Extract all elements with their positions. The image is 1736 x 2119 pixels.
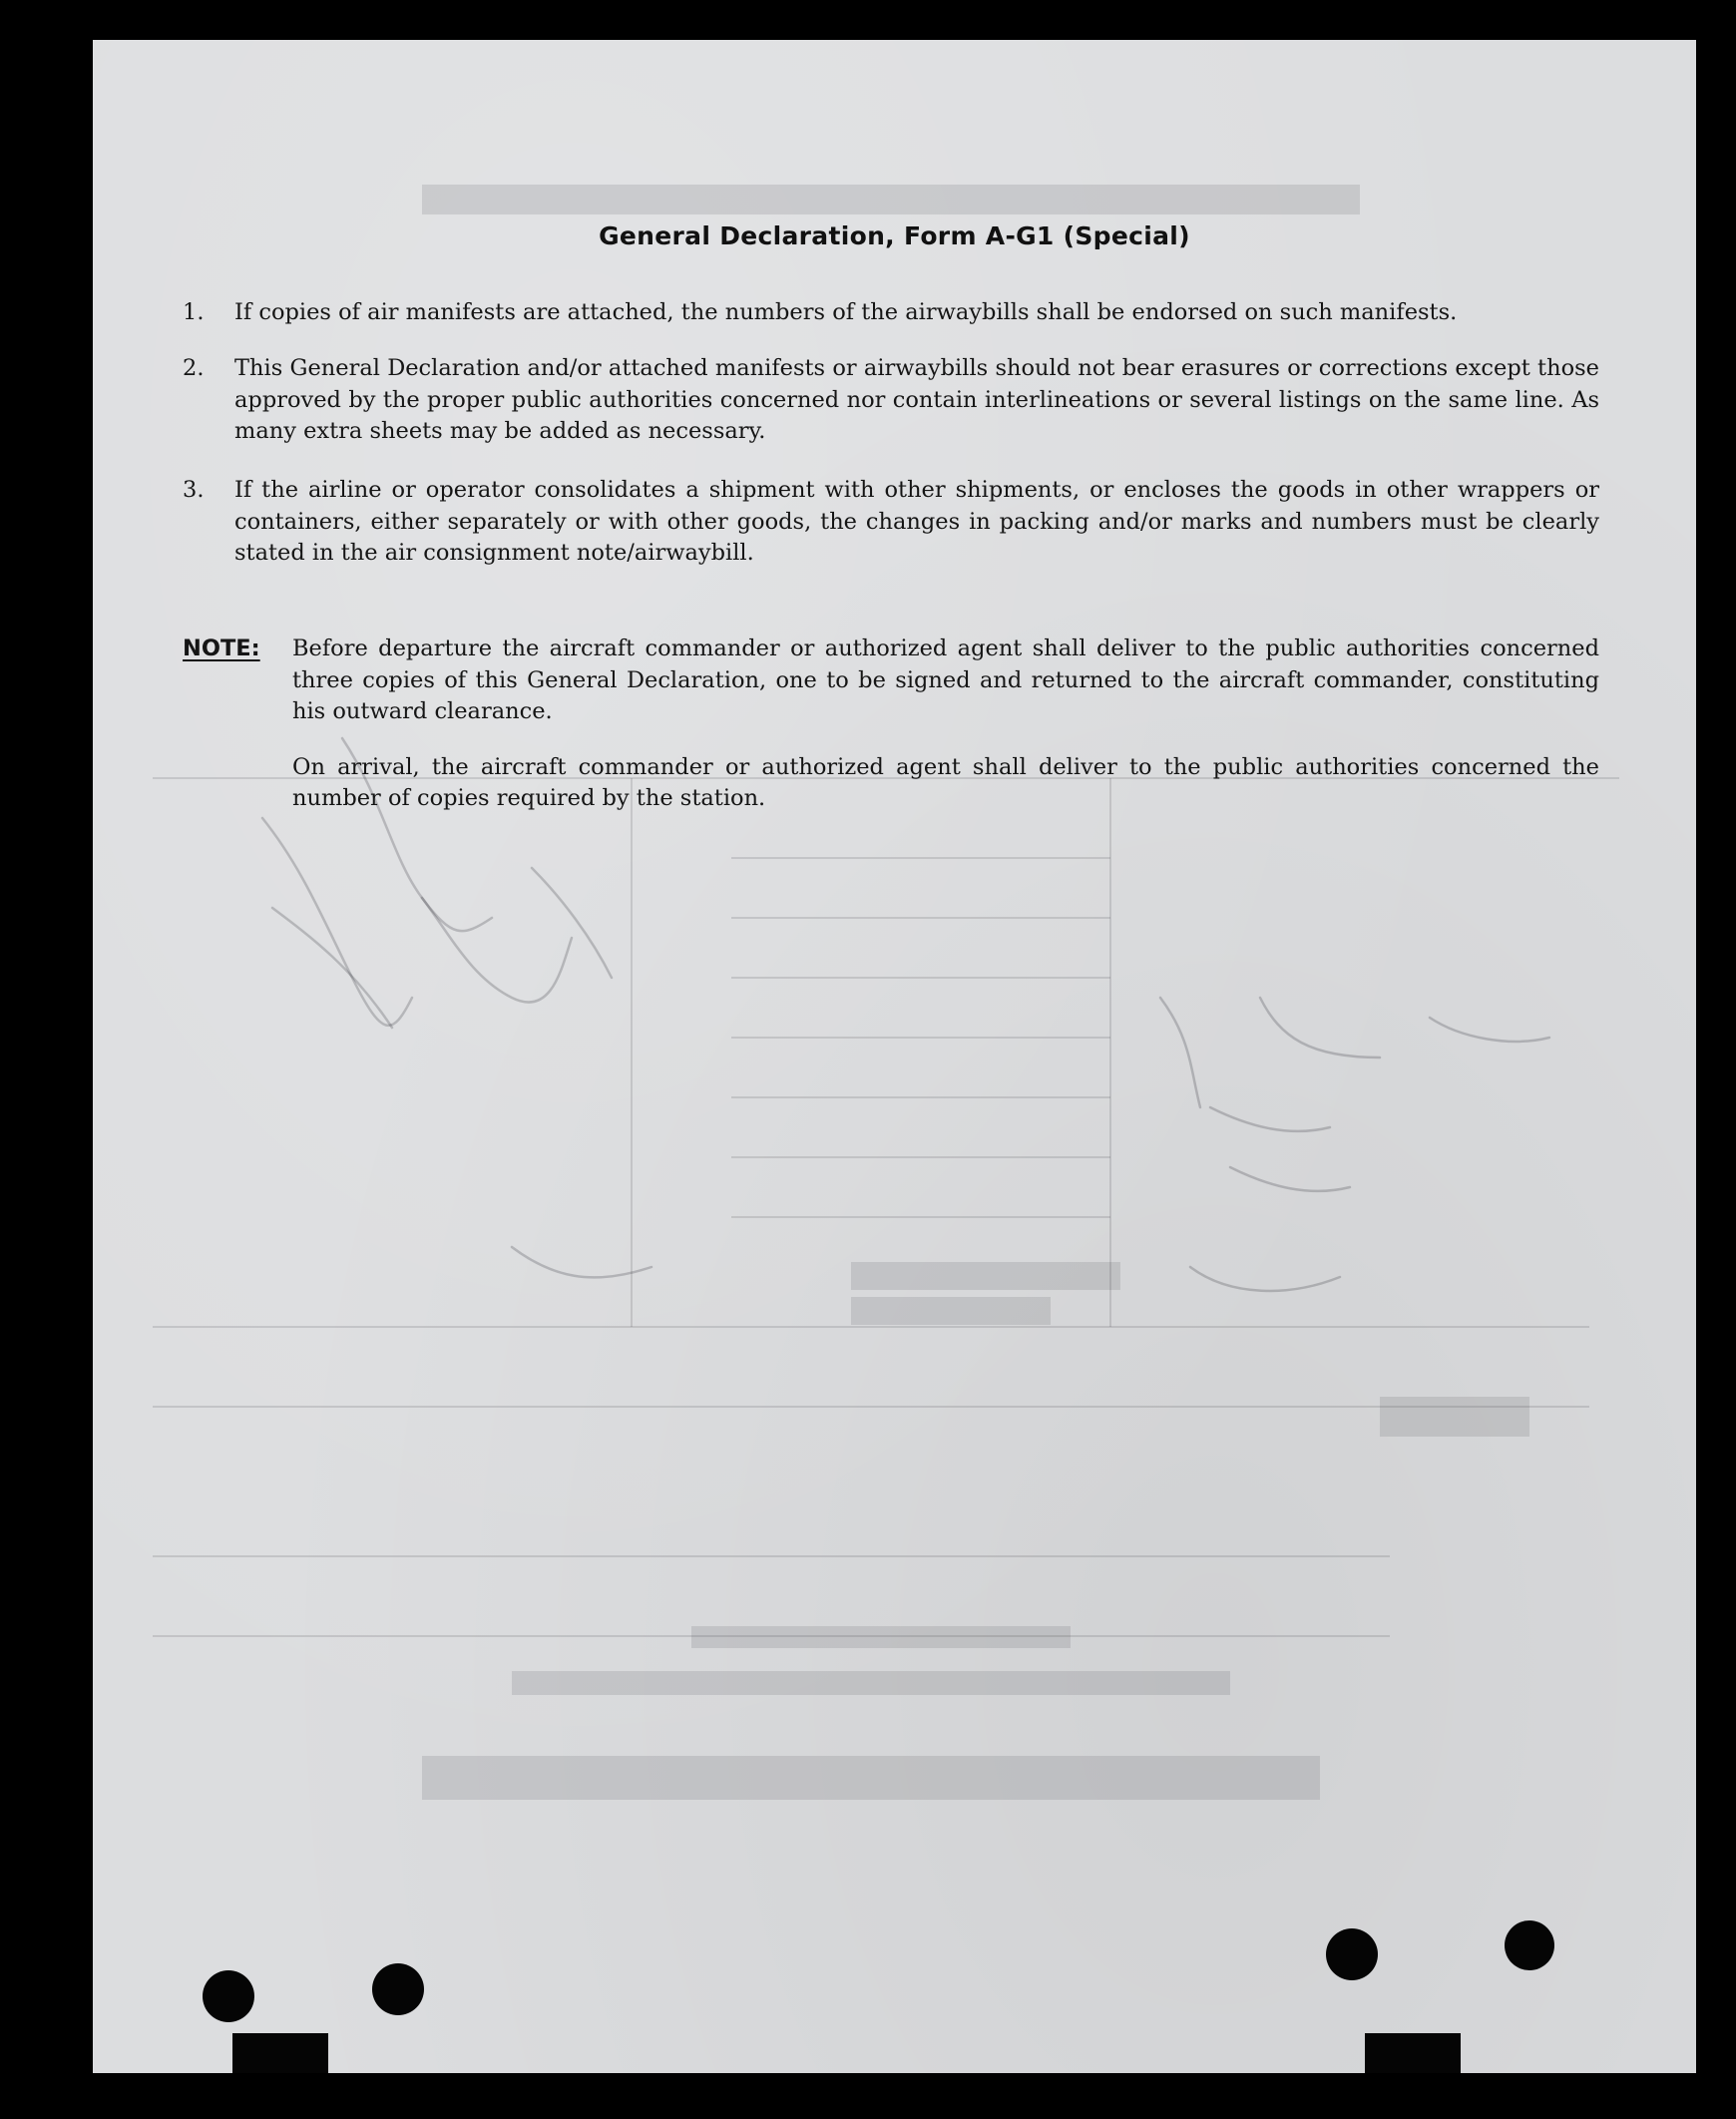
punch-hole <box>372 1963 424 2015</box>
note-paragraph-departure: Before departure the aircraft commander or authorized agent shall deliver to the public authorities concerned three copies of this General Declaration, one to be signed and returned to the aircraft commander, constituting his outward clearance. <box>292 636 1599 724</box>
instruction-item-1 <box>183 297 1599 329</box>
instruction-item-2 <box>183 353 1599 448</box>
note-label: NOTE: <box>183 636 260 661</box>
binding-tab <box>1365 2033 1461 2073</box>
bleed-through-layer <box>93 40 1696 2073</box>
instruction-item-3 <box>183 475 1599 570</box>
binding-tab <box>232 2033 328 2073</box>
item-number: 2. <box>183 355 205 381</box>
paper-sheet <box>93 40 1696 2073</box>
note-section <box>183 634 1599 815</box>
punch-hole <box>1505 1920 1554 1970</box>
bleed-through-marks <box>93 40 1696 2073</box>
item-number: 3. <box>183 477 205 503</box>
note-paragraph-arrival: On arrival, the aircraft commander or authorized agent shall deliver to the public authorities concerned the number of copies required by the station. <box>292 753 1599 811</box>
item-text: This General Declaration and/or attached manifests or airwaybills should not bear erasures or corrections except those approved by the proper public authorities concerned nor contain interlineations or several listings on the same line. As many extra sheets may be added as necessary. <box>234 355 1599 444</box>
item-text: If copies of air manifests are attached, the numbers of the airwaybills shall be endorsed on such manifests. <box>234 299 1458 325</box>
punch-hole <box>1326 1928 1378 1980</box>
punch-hole <box>203 1970 254 2022</box>
item-number: 1. <box>183 299 205 325</box>
item-text: If the airline or operator consolidates a shipment with other shipments, or encloses the goods in other wrappers or containers, either separately or with other goods, the changes in packing and/or marks and numbers must be clearly stated in the air consignment note/airwaybill. <box>234 477 1599 566</box>
page-title: General Declaration, Form A-G1 (Special) <box>599 221 1190 250</box>
